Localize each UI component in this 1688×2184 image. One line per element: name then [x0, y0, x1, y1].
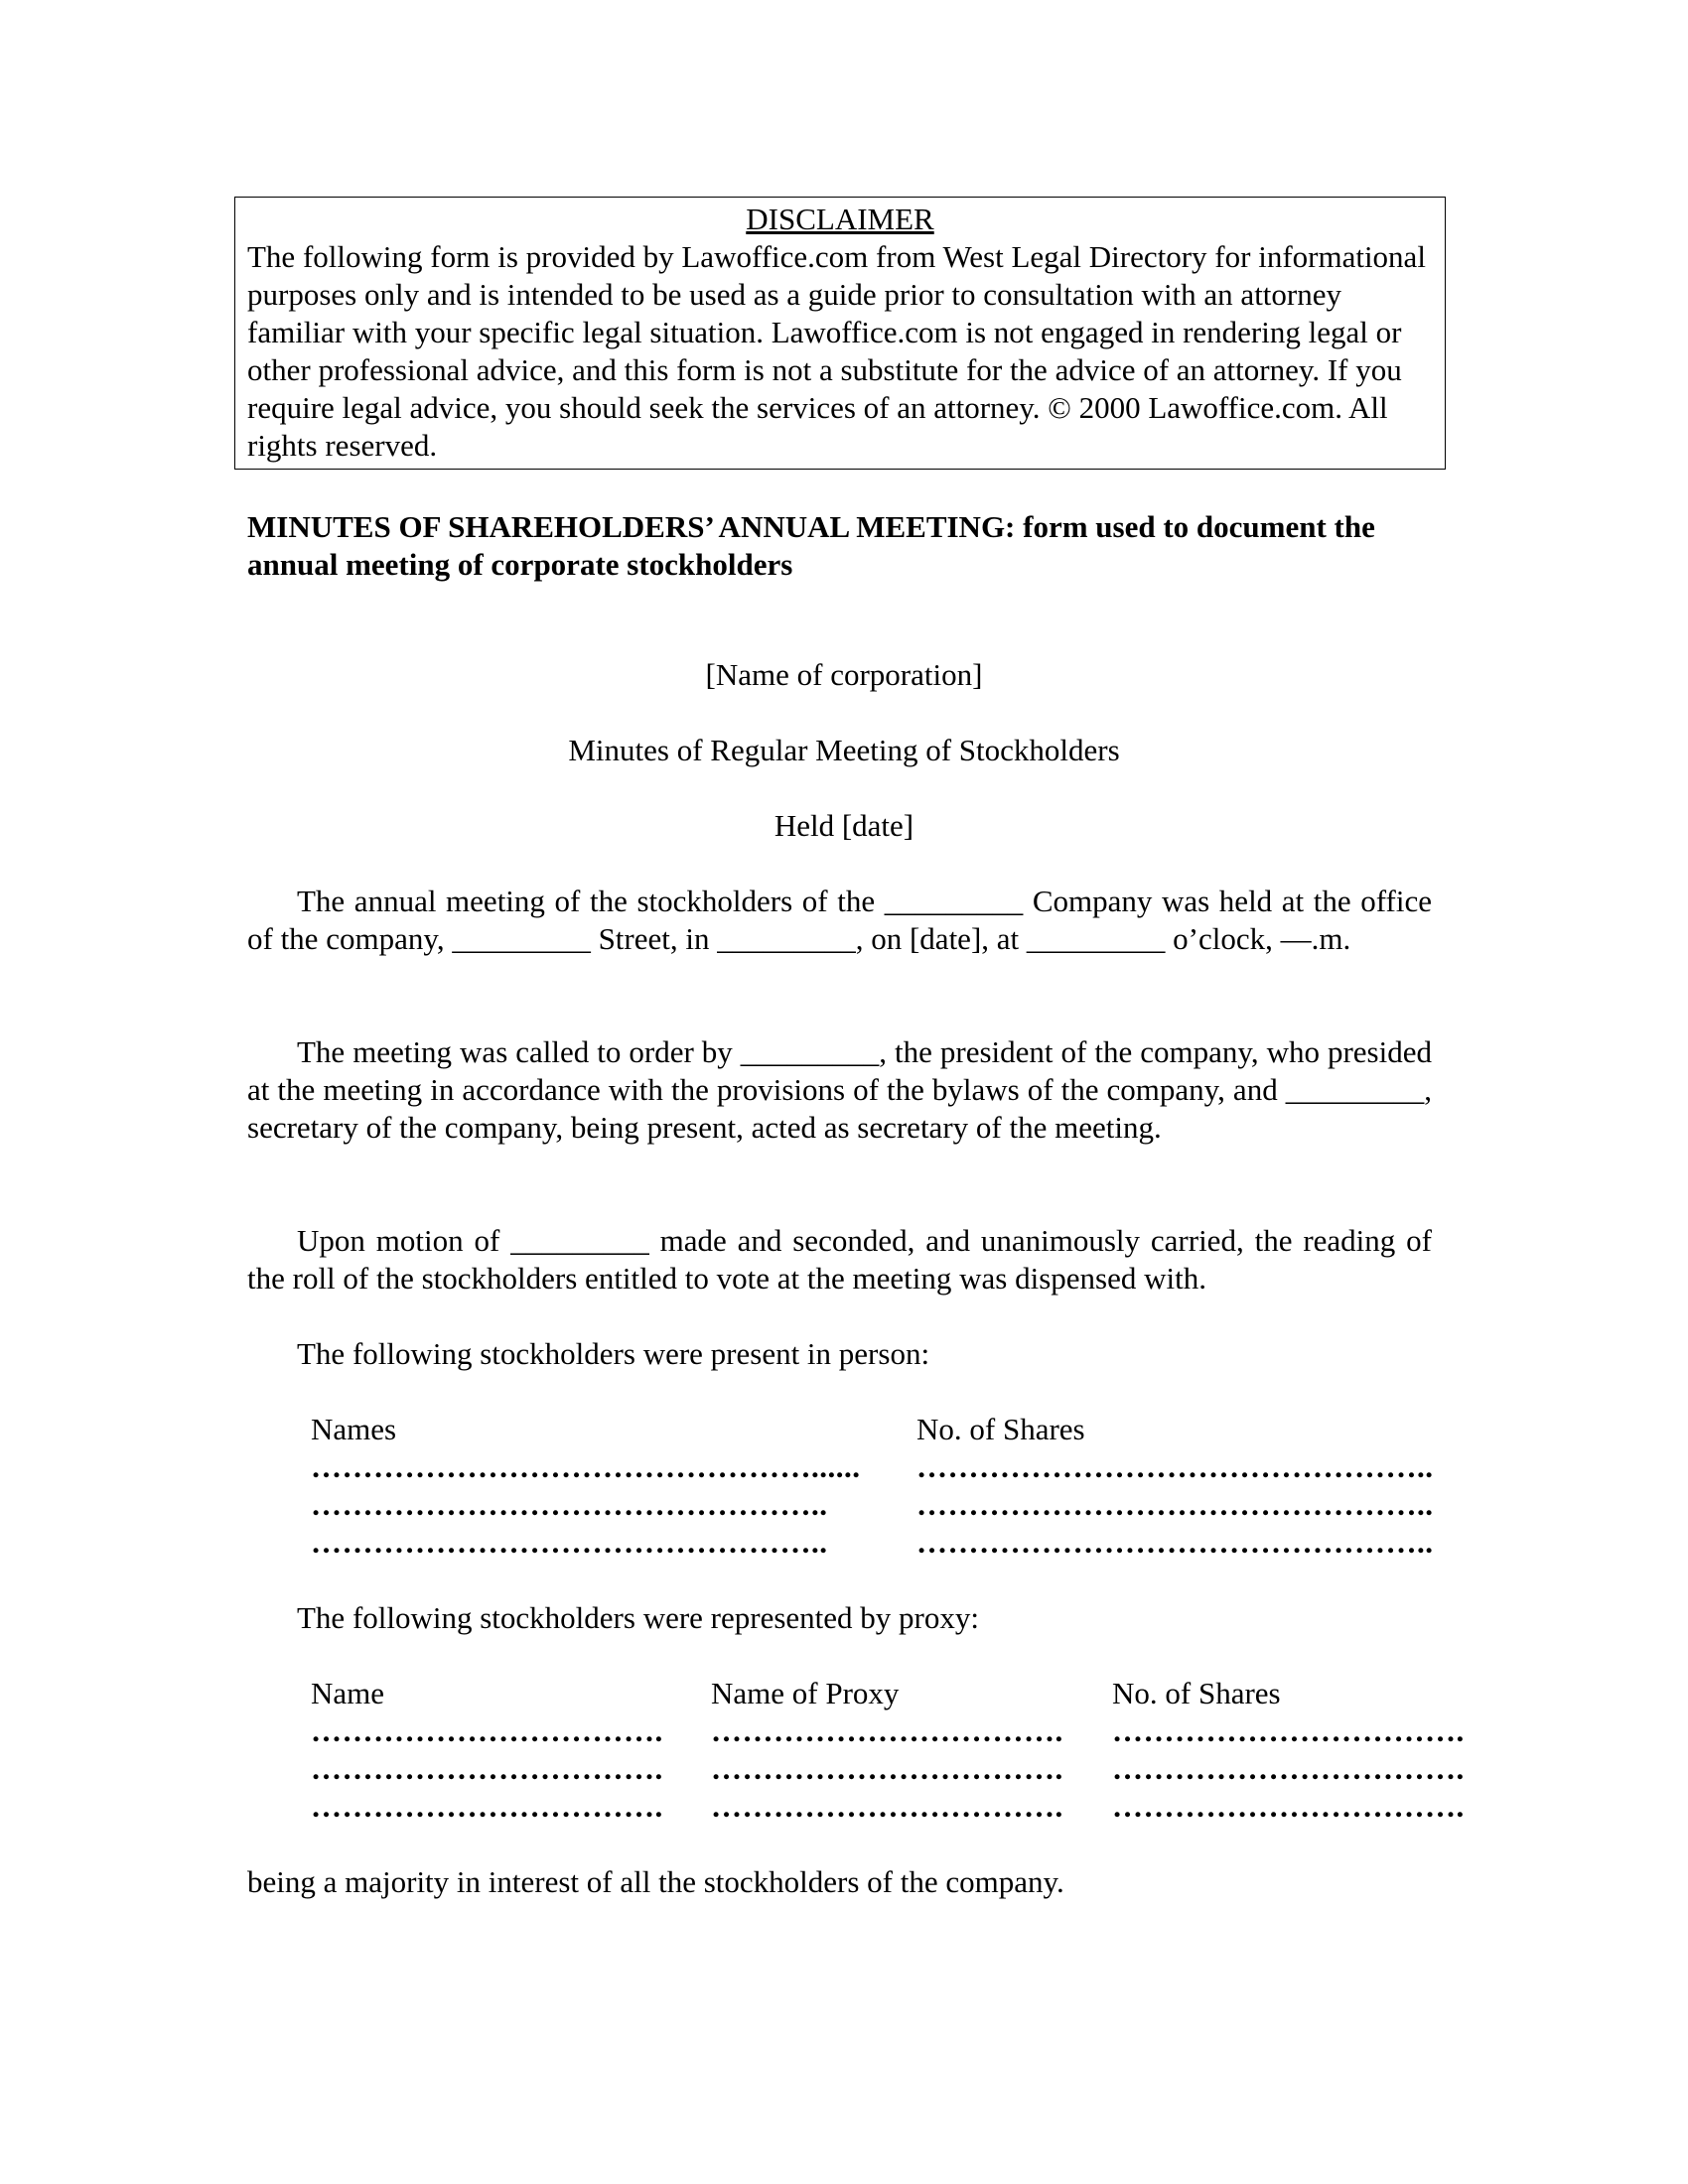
table-row [0, 1448, 1688, 1486]
paragraph-present-intro: The following stockholders were present in person: [297, 1336, 930, 1371]
proxy-header-proxy-name: Name of Proxy [711, 1676, 900, 1710]
proxy-table-header [0, 1675, 1688, 1712]
proxy-row-3-proxy: ……………………………. [711, 1789, 1063, 1824]
present-row-2-name: ………………………………………….. [311, 1487, 828, 1522]
table-row [0, 1712, 1688, 1750]
present-row-1-shares: ………………………………………….. [916, 1449, 1434, 1484]
proxy-header-name: Name [311, 1676, 385, 1710]
disclaimer-title: DISCLAIMER [746, 202, 934, 236]
proxy-header-shares: No. of Shares [1112, 1676, 1281, 1710]
paragraph-meeting-location: The annual meeting of the stockholders of the _________ Company was held at the office of the company, _________ Street, in _________, on [date], at _________ o’clock, —.m. [247, 884, 1432, 956]
minutes-title: Minutes of Regular Meeting of Stockholders [568, 733, 1120, 767]
table-row [0, 1788, 1688, 1826]
proxy-row-1-shares: ……………………………. [1112, 1713, 1465, 1748]
proxy-row-1-proxy: ……………………………. [711, 1713, 1063, 1748]
held-date: Held [date] [774, 808, 914, 843]
proxy-row-1-name: ……………………………. [311, 1713, 663, 1748]
present-row-3-shares: ………………………………………….. [916, 1525, 1434, 1560]
present-row-1-name: …………………………………………...... [311, 1449, 861, 1484]
paragraph-proxy-intro: The following stockholders were represented by proxy: [297, 1600, 979, 1635]
disclaimer-body: The following form is provided by Lawoffice.com from West Legal Directory for informational purposes only and is intended to be used as a guide prior to consultation with an attorney familiar with your specific legal situation. Lawoffice.com is not engaged in rendering legal or other professional advice, and this form is not a substitute for the advice of an attorney. If you require legal advice, you should seek the services of an attorney. © 2000 Lawoffice.com. All rights reserved. [247, 239, 1426, 463]
present-header-shares: No. of Shares [916, 1412, 1085, 1446]
table-row [0, 1524, 1688, 1562]
table-row [0, 1750, 1688, 1788]
proxy-row-2-shares: ……………………………. [1112, 1751, 1465, 1786]
document-heading: MINUTES OF SHAREHOLDERS’ ANNUAL MEETING: form used to document the annual meeting of corporate stockholders [247, 509, 1375, 582]
proxy-row-2-proxy: ……………………………. [711, 1751, 1063, 1786]
proxy-row-3-name: ……………………………. [311, 1789, 663, 1824]
present-table-header [0, 1411, 1688, 1448]
present-header-names: Names [311, 1412, 397, 1446]
paragraph-roll-dispensed: Upon motion of _________ made and seconded, and unanimously carried, the reading of the roll of the stockholders entitled to vote at the meeting was dispensed with. [247, 1223, 1432, 1296]
present-row-2-shares: ………………………………………….. [916, 1487, 1434, 1522]
paragraph-majority: being a majority in interest of all the stockholders of the company. [247, 1864, 1064, 1899]
corporation-name: [Name of corporation] [705, 657, 983, 692]
disclaimer-box [234, 197, 1446, 470]
proxy-row-3-shares: ……………………………. [1112, 1789, 1465, 1824]
proxy-row-2-name: ……………………………. [311, 1751, 663, 1786]
paragraph-called-to-order: The meeting was called to order by _________, the president of the company, who presided at the meeting in accordance with the provisions of the bylaws of the company, and _________, secretary of the company, being present, acted as secretary of the meeting. [247, 1034, 1432, 1145]
present-row-3-name: ………………………………………….. [311, 1525, 828, 1560]
table-row [0, 1486, 1688, 1524]
